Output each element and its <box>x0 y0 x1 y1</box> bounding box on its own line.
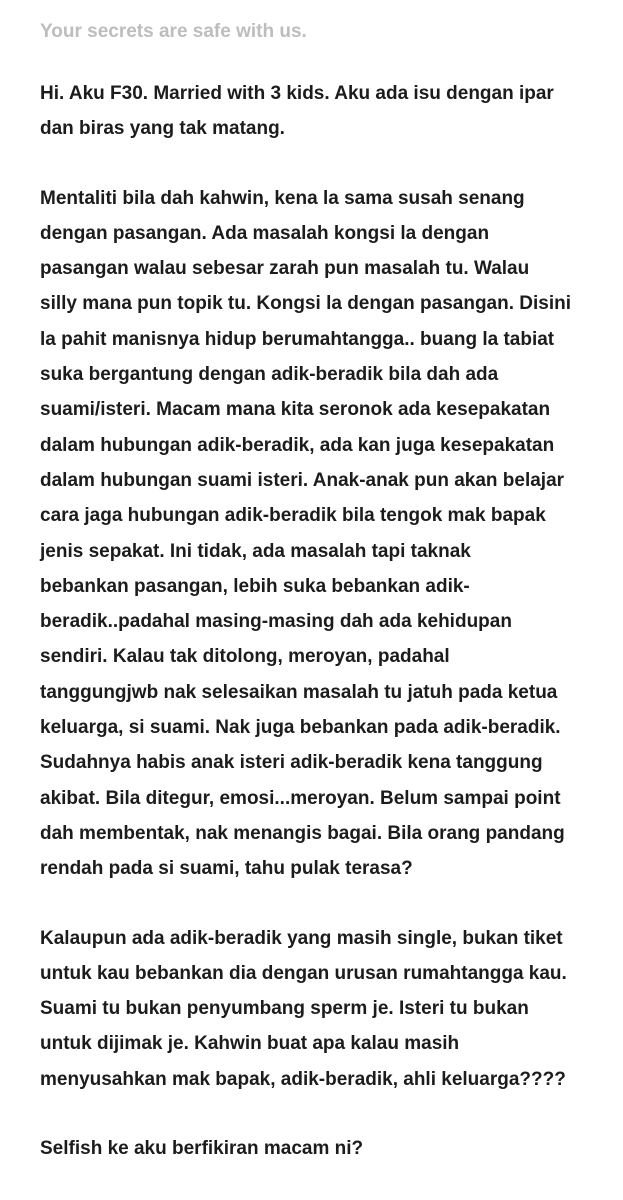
post-line: jenis sepakat. Ini tidak, ada masalah tapi taknak <box>40 540 471 562</box>
post-line: Suami tu bukan penyumbang sperm je. Isteri tu bukan <box>40 998 529 1020</box>
post-line: keluarga, si suami. Nak juga bebankan pada adik-beradik. <box>40 717 561 739</box>
paragraph-gap <box>40 1097 605 1131</box>
post-paragraph <box>40 76 605 147</box>
post-line: bebankan pasangan, lebih suka bebankan adik- <box>40 575 470 597</box>
post-line: Hi. Aku F30. Married with 3 kids. Aku ada isu dengan ipar <box>40 83 554 104</box>
post-line: suami/isteri. Macam mana kita seronok ada kesepakatan <box>40 399 551 421</box>
post-line: Kalaupun ada adik-beradik yang masih single, bukan tiket <box>40 927 563 949</box>
post-line: dengan pasangan. Ada masalah kongsi la dengan <box>40 222 490 244</box>
post-line: Sudahnya habis anak isteri adik-beradik kena tanggung <box>40 752 543 774</box>
page-tagline: Your secrets are safe with us. <box>40 21 307 42</box>
post-line: untuk dijimak je. Kahwin buat apa kalau masih <box>40 1033 460 1055</box>
post-line: la pahit manisnya hidup berumahtangga.. buang la tabiat <box>40 328 555 350</box>
post-paragraph <box>40 1131 605 1166</box>
post-line: dah membentak, nak menangis bagai. Bila orang pandang <box>40 822 565 844</box>
post-line: Mentaliti bila dah kahwin, kena la sama susah senang <box>40 187 525 209</box>
post-line: tanggungjwb nak selesaikan masalah tu jatuh pada ketua <box>40 681 558 703</box>
post-line: suka bergantung dengan adik-beradik bila dah ada <box>40 364 499 386</box>
post-line: sendiri. Kalau tak ditolong, meroyan, padahal <box>40 646 450 668</box>
post-line: rendah pada si suami, tahu pulak terasa? <box>40 858 413 880</box>
post-paragraph <box>40 181 605 887</box>
post-line: cara jaga hubungan adik-beradik bila tengok mak bapak <box>40 505 546 527</box>
post-line: dalam hubungan adik-beradik, ada kan juga kesepakatan <box>40 434 555 456</box>
paragraph-gap <box>40 147 605 181</box>
paragraph-gap <box>40 887 605 921</box>
post-line: Selfish ke aku berfikiran macam ni? <box>40 1138 364 1160</box>
confession-post <box>40 76 605 1166</box>
post-line: akibat. Bila ditegur, emosi...meroyan. Belum sampai point <box>40 787 561 809</box>
post-line: dan biras yang tak matang. <box>40 118 285 140</box>
post-line: dalam hubungan suami isteri. Anak-anak pun akan belajar <box>40 469 565 491</box>
post-line: silly mana pun topik tu. Kongsi la dengan pasangan. Disini <box>40 293 572 315</box>
post-line: beradik..padahal masing-masing dah ada kehidupan <box>40 611 512 633</box>
post-paragraph <box>40 921 605 1097</box>
post-line: menyusahkan mak bapak, adik-beradik, ahli keluarga???? <box>40 1068 566 1090</box>
post-line: untuk kau bebankan dia dengan urusan rumahtangga kau. <box>40 962 567 984</box>
post-line: pasangan walau sebesar zarah pun masalah tu. Walau <box>40 258 530 280</box>
